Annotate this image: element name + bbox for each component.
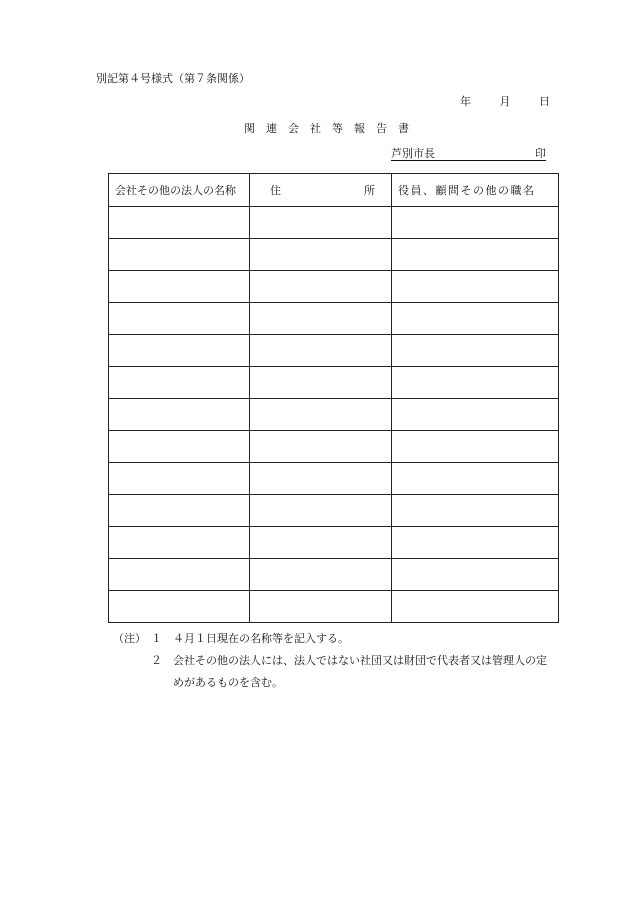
company-name-cell[interactable] [109,431,250,463]
address-cell[interactable] [250,559,392,591]
role-cell[interactable] [392,527,559,559]
header-address-part1: 住 [270,184,281,197]
role-cell[interactable] [392,559,559,591]
seal-mark: 印 [535,147,546,160]
company-name-cell[interactable] [109,591,250,623]
table-row [109,271,559,303]
address-cell[interactable] [250,335,392,367]
notes [113,628,547,694]
address-cell[interactable] [250,527,392,559]
date-month-label: 月 [499,95,511,108]
address-cell[interactable] [250,303,392,335]
role-cell[interactable] [392,399,559,431]
document-title: 関連会社等報告書 [244,122,420,135]
table-row [109,527,559,559]
table-row [109,335,559,367]
company-name-cell[interactable] [109,463,250,495]
date-line [460,93,550,109]
date-day-label: 日 [539,95,550,108]
company-name-cell[interactable] [109,527,250,559]
note-text: 会社その他の法人には、法人ではない社団又は財団で代表者又は管理人の定 [173,654,547,667]
company-name-cell[interactable] [109,303,250,335]
company-name-cell[interactable] [109,559,250,591]
table-row [109,207,559,239]
addressee-name: 芦別市長 [391,147,435,160]
form-number: 別記第４号様式（第７条関係） [96,72,250,85]
role-cell[interactable] [392,207,559,239]
address-cell[interactable] [250,271,392,303]
company-name-cell[interactable] [109,207,250,239]
address-cell[interactable] [250,239,392,271]
address-cell[interactable] [250,463,392,495]
role-cell[interactable] [392,239,559,271]
role-cell[interactable] [392,591,559,623]
header-company-name: 会社その他の法人の名称 [109,174,250,207]
notes-label: （注） [113,632,146,645]
role-cell[interactable] [392,495,559,527]
table-row [109,431,559,463]
role-cell[interactable] [392,271,559,303]
table-row [109,559,559,591]
address-cell[interactable] [250,495,392,527]
company-name-cell[interactable] [109,495,250,527]
table-row [109,591,559,623]
address-cell[interactable] [250,367,392,399]
note-number: １ [151,632,162,645]
table-row [109,399,559,431]
company-name-cell[interactable] [109,399,250,431]
address-cell[interactable] [250,207,392,239]
note-text-continued: めがあるものを含む。 [173,676,283,689]
role-cell[interactable] [392,367,559,399]
address-cell[interactable] [250,591,392,623]
role-cell[interactable] [392,463,559,495]
role-cell[interactable] [392,335,559,367]
note-number: ２ [151,654,162,667]
header-address-part2: 所 [364,184,375,197]
table-row [109,303,559,335]
company-name-cell[interactable] [109,335,250,367]
header-address [250,174,392,207]
header-role: 役員、顧問その他の職名 [392,174,559,207]
table-header-row [109,174,559,207]
addressee-line [391,145,546,161]
table-row [109,367,559,399]
company-name-cell[interactable] [109,271,250,303]
address-cell[interactable] [250,399,392,431]
table-row [109,495,559,527]
address-cell[interactable] [250,431,392,463]
table-row [109,463,559,495]
note-text: ４月１日現在の名称等を記入する。 [173,632,349,645]
report-table [108,173,559,623]
company-name-cell[interactable] [109,239,250,271]
role-cell[interactable] [392,303,559,335]
table-row [109,239,559,271]
date-year-label: 年 [460,95,471,108]
company-name-cell[interactable] [109,367,250,399]
role-cell[interactable] [392,431,559,463]
